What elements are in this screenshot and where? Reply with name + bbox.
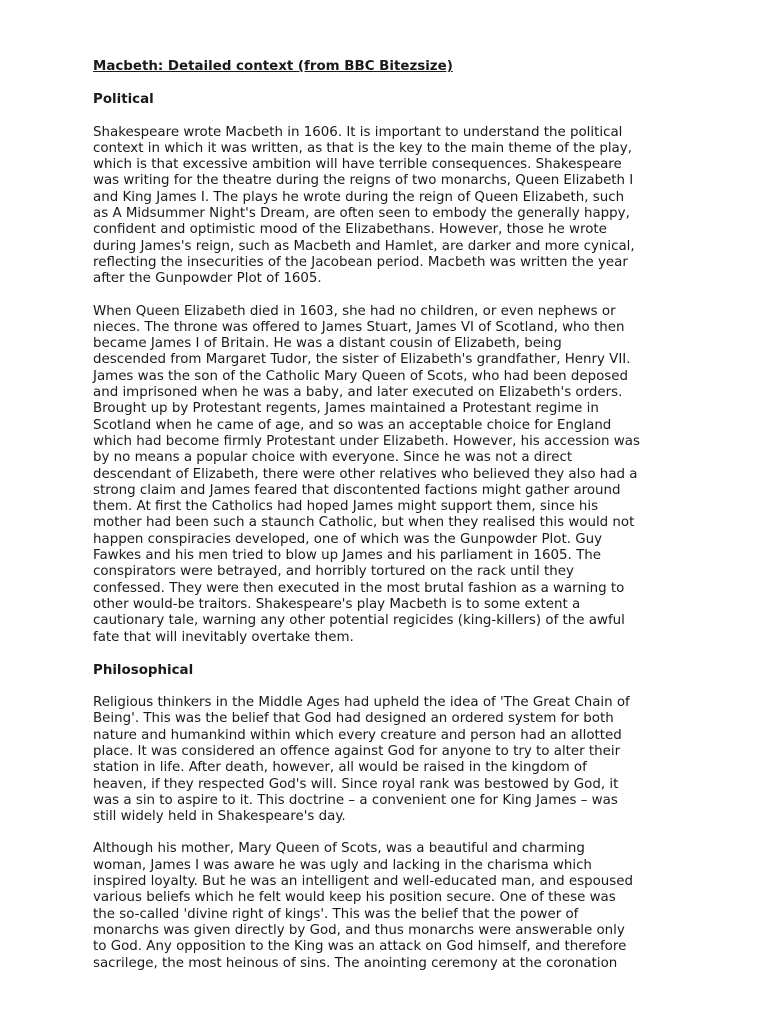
paragraph-line: Shakespeare wrote Macbeth in 1606. It is important to understand the political — [93, 124, 623, 140]
paragraph-line: during James's reign, such as Macbeth and Hamlet, are darker and more cynical, — [93, 238, 635, 254]
paragraph-line: them. At first the Catholics had hoped James might support them, since his — [93, 499, 599, 515]
paragraph-line: conspirators were betrayed, and horribly tortured on the rack until they — [93, 564, 574, 580]
paragraph-line: Being'. This was the belief that God had designed an ordered system for both — [93, 711, 614, 727]
paragraph-line: nature and humankind within which every creature and person had an allotted — [93, 727, 622, 743]
paragraph-line: the so-called 'divine right of kings'. This was the belief that the power of — [93, 906, 579, 922]
paragraph-line: Scotland when he came of age, and so was an acceptable choice for England — [93, 417, 612, 433]
paragraph-line: cautionary tale, warning any other potential regicides (king-killers) of the awful — [93, 613, 625, 629]
paragraph-line: was a sin to aspire to it. This doctrine – a convenient one for King James – was — [93, 792, 618, 808]
paragraph-line: James was the son of the Catholic Mary Queen of Scots, who had been deposed — [93, 368, 628, 384]
paragraph-line: as A Midsummer Night's Dream, are often seen to embody the generally happy, — [93, 206, 630, 222]
paragraph-line: descendant of Elizabeth, there were other relatives who believed they also had a — [93, 466, 638, 482]
document-page — [93, 59, 683, 988]
paragraph-line: context in which it was written, as that is the key to the main theme of the play, — [93, 140, 632, 156]
paragraph-line: place. It was considered an offence against God for anyone to try to alter their — [93, 743, 621, 759]
paragraph-line: confident and optimistic mood of the Elizabethans. However, those he wrote — [93, 222, 607, 238]
document-title: Macbeth: Detailed context (from BBC Bitezsize) — [93, 59, 453, 74]
section-heading-philosophical: Philosophical — [93, 662, 194, 678]
paragraph-line: to God. Any opposition to the King was an attack on God himself, and therefore — [93, 939, 627, 955]
paragraph-line: by no means a popular choice with everyone. Since he was not a direct — [93, 450, 573, 466]
section-heading-political: Political — [93, 92, 154, 108]
paragraph-line: became James I of Britain. He was a distant cousin of Elizabeth, being — [93, 336, 562, 352]
paragraph-line: inspired loyalty. But he was an intelligent and well-educated man, and espoused — [93, 874, 633, 890]
paragraph-line: happen conspiracies developed, one of which was the Gunpowder Plot. Guy — [93, 531, 603, 547]
paragraph-line: monarchs was given directly by God, and thus monarchs were answerable only — [93, 922, 625, 938]
paragraph-line: and imprisoned when he was a baby, and later executed on Elizabeth's orders. — [93, 385, 623, 401]
paragraph-line: heaven, if they respected God's will. Since royal rank was bestowed by God, it — [93, 776, 619, 792]
paragraph-line: Fawkes and his men tried to blow up James and his parliament in 1605. The — [93, 548, 601, 564]
paragraph-line: mother had been such a staunch Catholic, but when they realised this would not — [93, 515, 635, 531]
paragraph-line: which is that excessive ambition will have terrible consequences. Shakespeare — [93, 157, 622, 173]
paragraph-line: When Queen Elizabeth died in 1603, she had no children, or even nephews or — [93, 303, 616, 319]
paragraph-line: and King James I. The plays he wrote during the reign of Queen Elizabeth, such — [93, 189, 625, 205]
paragraph-line: nieces. The throne was offered to James Stuart, James VI of Scotland, who then — [93, 319, 625, 335]
paragraph — [93, 841, 683, 971]
paragraph-line: descended from Margaret Tudor, the sister of Elizabeth's grandfather, Henry VII. — [93, 352, 631, 368]
paragraph-line: after the Gunpowder Plot of 1605. — [93, 271, 322, 287]
paragraph-line: was writing for the theatre during the reigns of two monarchs, Queen Elizabeth I — [93, 173, 634, 189]
paragraph-line: strong claim and James feared that discontented factions might gather around — [93, 482, 621, 498]
paragraph — [93, 125, 683, 288]
paragraph — [93, 695, 683, 825]
paragraph-line: Although his mother, Mary Queen of Scots, was a beautiful and charming — [93, 841, 585, 857]
paragraph — [93, 304, 683, 646]
paragraph-line: other would-be traitors. Shakespeare's play Macbeth is to some extent a — [93, 596, 581, 612]
paragraph-line: woman, James I was aware he was ugly and lacking in the charisma which — [93, 857, 592, 873]
paragraph-line: confessed. They were then executed in the most brutal fashion as a warning to — [93, 580, 625, 596]
paragraph-line: Religious thinkers in the Middle Ages had upheld the idea of 'The Great Chain of — [93, 695, 630, 711]
paragraph-line: sacrilege, the most heinous of sins. The anointing ceremony at the coronation — [93, 955, 618, 971]
paragraph-line: reflecting the insecurities of the Jacobean period. Macbeth was written the year — [93, 254, 628, 270]
paragraph-line: still widely held in Shakespeare's day. — [93, 809, 346, 825]
paragraph-line: which had become firmly Protestant under Elizabeth. However, his accession was — [93, 433, 640, 449]
paragraph-line: various beliefs which he felt would keep his position secure. One of these was — [93, 890, 616, 906]
paragraph-line: station in life. After death, however, all would be raised in the kingdom of — [93, 760, 587, 776]
paragraph-line: Brought up by Protestant regents, James maintained a Protestant regime in — [93, 401, 599, 417]
paragraph-line: fate that will inevitably overtake them. — [93, 629, 354, 645]
